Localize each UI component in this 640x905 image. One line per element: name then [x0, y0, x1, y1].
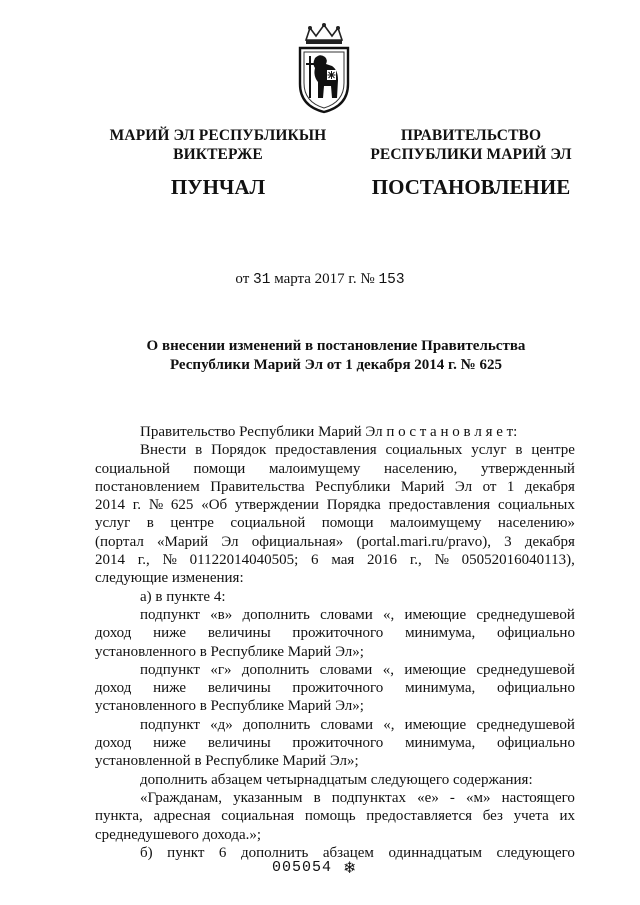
date-prefix: от	[235, 271, 250, 287]
body-line: б) пункт 6 дополнить абзацем одиннадцатым следующего	[140, 844, 575, 861]
header-right	[340, 126, 602, 199]
date-line	[0, 271, 640, 288]
header-left	[84, 126, 352, 199]
header-left-line2: ВИКТЕРЖЕ	[173, 146, 263, 163]
body-line: подпункт «д» дополнить словами «, имеющие среднедушевой	[140, 716, 575, 733]
body-line: Внести в Порядок предоставления социальных услуг в центре	[140, 442, 575, 459]
header-left-doc-type: ПУНЧАЛ	[170, 175, 266, 199]
body-line: подпункт «г» дополнить словами «, имеющие среднедушевой	[140, 661, 575, 678]
body-line: (портал «Марий Эл официальная» (portal.mari.ru/pravo), 3 декабря	[95, 533, 575, 550]
body-line: подпункт «в» дополнить словами «, имеющие среднедушевой	[140, 606, 575, 623]
body-line: «Гражданам, указанным в подпунктах «е» - «м» настоящего	[140, 789, 575, 806]
date-month-year: марта 2017 г. №	[274, 271, 375, 287]
body-line: доход ниже величины прожиточного минимума, официально	[95, 625, 575, 642]
serial-number: 005054	[272, 859, 333, 876]
body-line: среднедушевого дохода.»;	[95, 826, 262, 843]
header-left-line1: МАРИЙ ЭЛ РЕСПУБЛИКЫН	[109, 127, 327, 144]
document-number: 153	[378, 272, 405, 288]
body-line: установленного в Республике Марий Эл»;	[95, 698, 364, 715]
document-body	[95, 423, 575, 862]
body-line: доход ниже величины прожиточного минимума, официально	[95, 735, 575, 752]
body-line: 2014 г., № 01122014040505; 6 мая 2016 г., № 05052016040113),	[95, 552, 575, 569]
snowflake-icon: ❄	[343, 858, 357, 877]
body-line: дополнить абзацем четырнадцатым следующего содержания:	[140, 771, 533, 788]
body-line: социальной помощи малоимущему населению, утвержденный	[95, 460, 575, 477]
body-line: установленного в Республике Марий Эл»;	[95, 643, 364, 660]
document-title	[96, 337, 576, 375]
title-line1: О внесении изменений в постановление Правительства	[146, 338, 526, 354]
body-line: 2014 г. № 625 «Об утверждении Порядка предоставления социальных	[95, 497, 575, 514]
body-line: услуг в центре социальной помощи малоимущему населению»	[95, 515, 575, 532]
date-day: 31	[253, 272, 271, 288]
body-line: постановлением Правительства Республики Марий Эл от 1 декабря	[95, 478, 575, 495]
coat-of-arms-icon	[296, 22, 352, 114]
body-line: а) в пункте 4:	[140, 588, 226, 605]
header-right-doc-type: ПОСТАНОВЛЕНИЕ	[371, 175, 571, 199]
body-line: пункта, адресная социальная помощь предоставляется без учета их	[95, 808, 575, 825]
body-line: Правительство Республики Марий Эл п о с т а н о в л я е т:	[140, 424, 518, 440]
header-right-line2: РЕСПУБЛИКИ МАРИЙ ЭЛ	[370, 146, 572, 163]
header-right-line1: ПРАВИТЕЛЬСТВО	[400, 127, 542, 144]
body-line: доход ниже величины прожиточного минимума, официально	[95, 680, 575, 697]
body-line: установленной в Республике Марий Эл»;	[95, 753, 359, 770]
body-line: следующие изменения:	[95, 570, 244, 587]
title-line2: Республики Марий Эл от 1 декабря 2014 г. № 625	[169, 357, 503, 373]
